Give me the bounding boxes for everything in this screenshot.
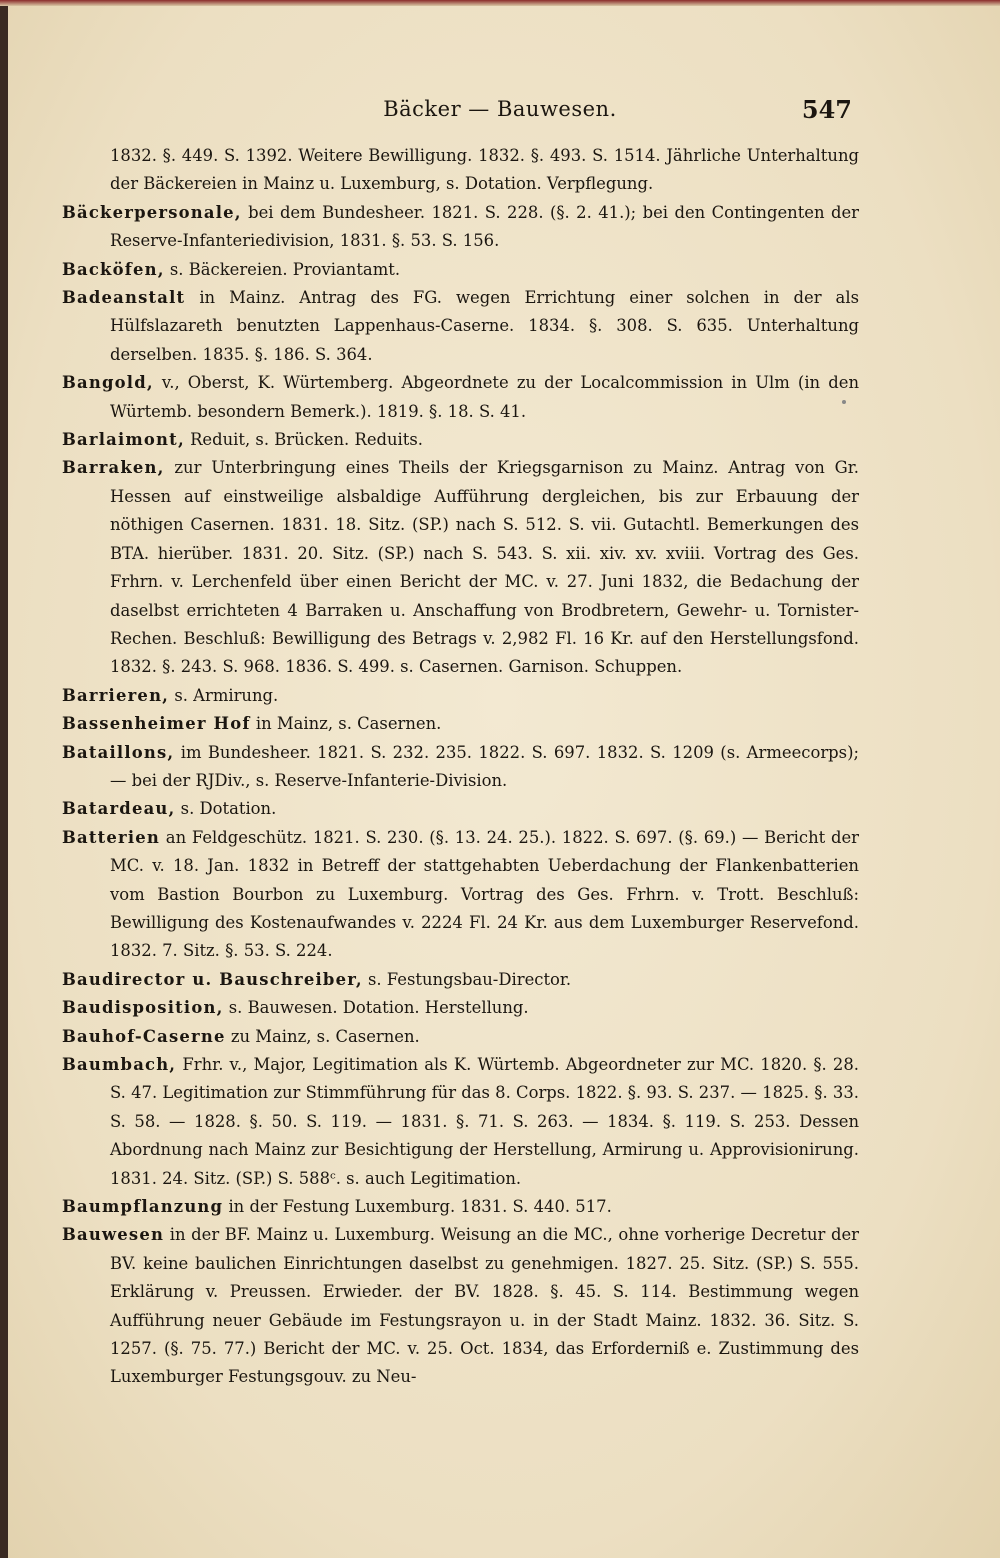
book-binding-edge [0,0,8,1558]
entry-term: Backöfen, [62,259,165,279]
index-entry [62,966,859,994]
entry-term: Bassenheimer Hof [62,714,251,734]
entry-term: Barlaimont, [62,430,185,450]
entry-term: Baumbach, [62,1055,177,1074]
index-entry [62,795,859,823]
entry-term: Batterien [62,827,161,847]
index-entry [62,454,859,681]
index-entry [62,1221,859,1391]
index-entry [62,142,859,199]
index-entry [62,369,859,426]
index-entry [62,256,859,284]
index-entries [62,142,859,1392]
entry-text: in der Festung Luxemburg. 1831. S. 440. 517. [228,1197,612,1217]
index-entry [62,994,859,1022]
entry-text: s. Bauwesen. Dotation. Herstellung. [228,998,529,1018]
index-entry [62,1193,859,1221]
entry-text: s. Dotation. [180,799,277,819]
index-entry [62,1051,859,1193]
entry-term: Bauwesen [62,1225,165,1245]
entry-term: Baudirector u. Bauschreiber, [62,969,363,989]
entry-text: Reduit, s. Brücken. Reduits. [190,430,424,450]
index-entry [62,1023,859,1051]
index-entry [62,682,859,710]
index-entry [62,199,859,256]
entry-term: Baudisposition, [62,998,224,1018]
entry-text: s. Festungsbau-Director. [367,969,572,989]
running-head: Bäcker — Bauwesen. [383,97,617,121]
entry-term: Bauhof-Caserne [62,1026,226,1046]
entry-text: in Mainz. Antrag des FG. wegen Errichtung einer solchen in der als Hülfslazareth benutzten Lappenhaus-Caserne. 1834. §. 308. S. 635. Unterhaltung derselben. 1835. §. 186. S. 364. [110,288,859,364]
entry-text: s. Bäckereien. Proviantamt. [169,259,401,279]
index-entry [62,739,859,796]
page-number: 547 [801,95,852,124]
entry-text: zu Mainz, s. Casernen. [230,1026,420,1046]
page-header [0,95,1000,129]
entry-text: in der BF. Mainz u. Luxemburg. Weisung an die MC., ohne vorherige Decretur der BV. keine baulichen Einrichtungen daselbst zu genehmigen. 1827. 25. Sitz. (SP.) S. 555. Erklärung v. Preussen. Erwieder. der BV. 1828. §. 45. S. 114. Bestimmung wegen Aufführung neuer Gebäude im Festungsrayon u. in der Stadt Mainz. 1832. 36. Sitz. S. 1257. (§. 75. 77.) Bericht der MC. v. 25. Oct. 1834, das Erforderniß e. Zustimmung des Luxemburger Festungsgouv. zu Neu- [110,1225,859,1387]
index-entry [62,426,859,454]
entry-term: Bangold, [62,373,154,393]
entry-text: zur Unterbringung eines Theils der Kriegsgarnison zu Mainz. Antrag von Gr. Hessen auf einstweilige alsbaldige Aufführung dergleichen, bis zur Erbauung der nöthigen Casernen. 1831. 18. Sitz. (SP.) nach S. 512. S. vii. Gutachtl. Bemerkungen des BTA. hierüber. 1831. 20. Sitz. (SP.) nach S. 543. S. xii. xiv. xv. xviii. Vortrag des Ges. Frhrn. v. Lerchenfeld über einen Bericht der MC. v. 27. Juni 1832, die Bedachung der daselbst errichteten 4 Barraken u. Anschaffung von Brodbretern, Gewehr- u. Tornister-Rechen. Beschluß: Bewilligung des Betrags v. 2,982 Fl. 16 Kr. auf den Herstellungsfond. 1832. §. 243. S. 968. 1836. S. 499. s. Casernen. Garnison. Schuppen. [110,458,859,677]
index-entry [62,824,859,966]
entry-term: Barraken, [62,458,165,478]
entry-text: 1832. §. 449. S. 1392. Weitere Bewilligung. 1832. §. 493. S. 1514. Jährliche Unterhaltung der Bäckereien in Mainz u. Luxemburg, s. Dotation. Verpflegung. [110,146,859,194]
entry-term: Baumpflanzung [62,1197,224,1217]
page-top-edge [0,0,1000,6]
entry-text: Frhr. v., Major, Legitimation als K. Würtemb. Abgeordneter zur MC. 1820. §. 28. S. 47. Legitimation zur Stimmführung für das 8. Corps. 1822. §. 93. S. 237. — 1825. §. 33. S. 58. — 1828. §. 50. S. 119. — 1831. §. 71. S. 263. — 1834. §. 119. S. 253. Dessen Abordnung nach Mainz zur Besichtigung der Herstellung, Armirung u. Approvisionirung. 1831. 24. Sitz. (SP.) S. 588ᶜ. s. auch Legitimation. [110,1055,859,1188]
entry-text: bei dem Bundesheer. 1821. S. 228. (§. 2. 41.); bei den Contingenten der Reserve-Infanteriedivision, 1831. §. 53. S. 156. [110,202,859,251]
index-entry [62,710,859,738]
entry-text: an Feldgeschütz. 1821. S. 230. (§. 13. 24. 25.). 1822. S. 697. (§. 69.) — Bericht der MC. v. 18. Jan. 1832 in Betreff der stattgehabten Ueberdachung der Flankenbatterien vom Bastion Bourbon zu Luxemburg. Vortrag des Ges. Frhrn. v. Trott. Beschluß: Bewilligung des Kostenaufwandes v. 2224 Fl. 24 Kr. aus dem Luxemburger Reservefond. 1832. 7. Sitz. §. 53. S. 224. [110,827,859,961]
index-entry [62,284,859,369]
entry-text: in Mainz, s. Casernen. [255,714,442,734]
entry-text: v., Oberst, K. Würtemberg. Abgeordnete zu der Localcommission in Ulm (in den Würtemb. besondern Bemerk.). 1819. §. 18. S. 41. [110,373,859,421]
entry-term: Batardeau, [62,799,176,819]
entry-text: s. Armirung. [174,685,279,705]
entry-term: Bäckerpersonale, [62,202,242,222]
entry-text: im Bundesheer. 1821. S. 232. 235. 1822. S. 697. 1832. S. 1209 (s. Armeecorps); — bei der RJDiv., s. Reserve-Infanterie-Division. [110,742,860,790]
entry-term: Bataillons, [62,742,175,762]
entry-term: Barrieren, [62,685,170,705]
entry-term: Badeanstalt [62,288,186,308]
